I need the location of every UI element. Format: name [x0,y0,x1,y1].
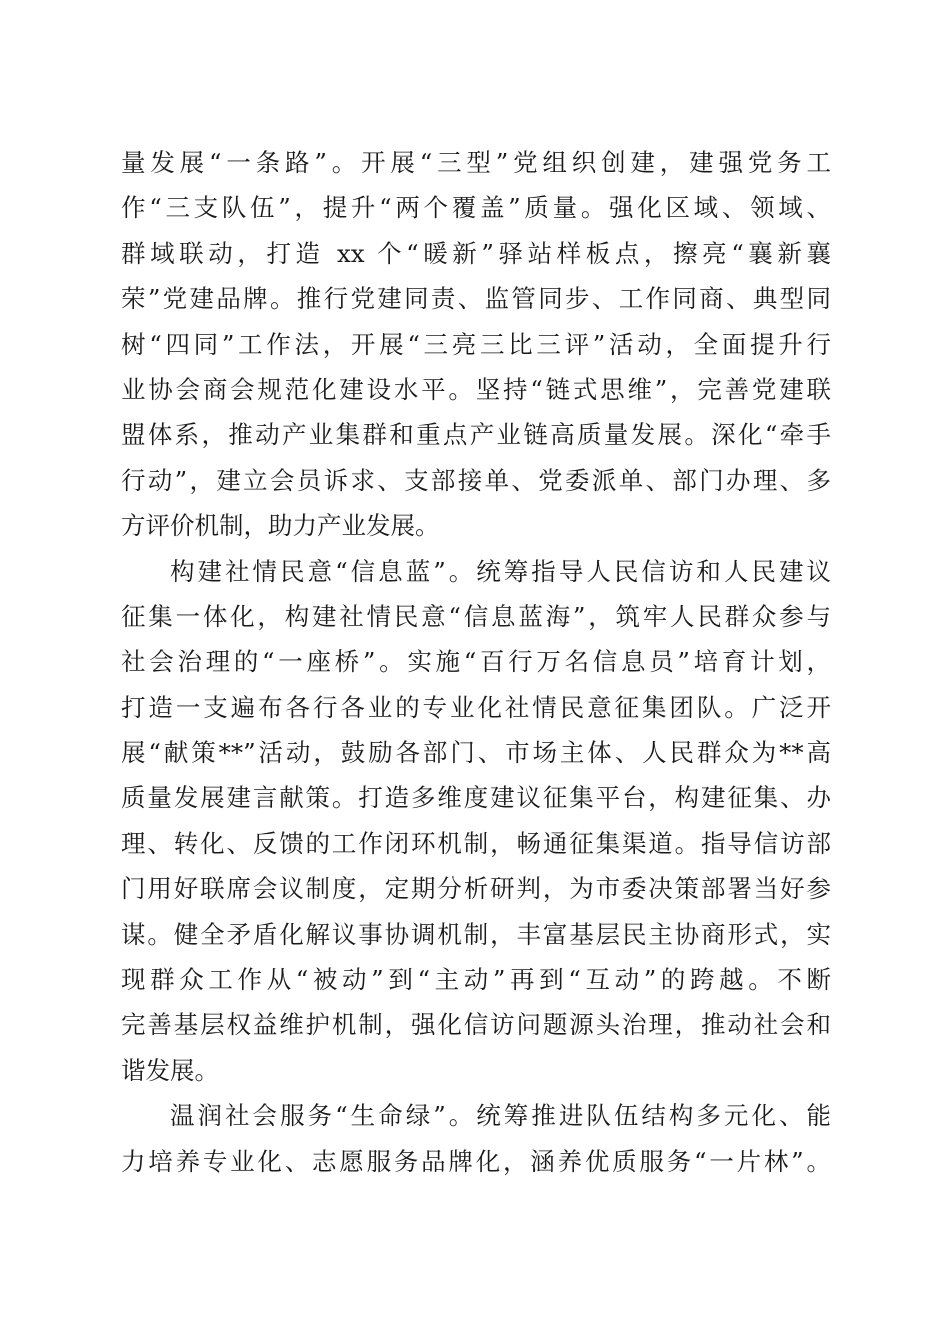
text-line: 群域联动，打造 xx 个“暖新”驿站样板点，擦亮“襄新襄 [121,238,831,268]
text-line: 荣”党建品牌。推行党建同责、监管同步、工作同商、典型同 [121,284,831,314]
paragraph-social-service [121,1093,831,1184]
paragraph-party-building [121,140,831,549]
paragraph-heading-line: 构建社情民意“信息蓝”。统筹指导人民信访和人民建议 [170,556,831,586]
text-line: 量发展“一条路”。开展“三型”党组织创建，建强党务工 [121,148,831,177]
text-line: 打造一支遍布各行各业的专业化社情民意征集团队。广泛开 [121,692,831,722]
text-line: 方评价机制，助力产业发展。 [121,511,440,541]
document-body [121,140,831,1184]
text-line: 现群众工作从“被动”到“主动”再到“互动”的跨越。不断 [121,965,831,995]
text-line: 盟体系，推动产业集群和重点产业链高质量发展。深化“牵手 [121,420,831,450]
paragraph-heading-line: 温润社会服务“生命绿”。统筹推进队伍结构多元化、能 [170,1101,831,1131]
text-line: 征集一体化，构建社情民意“信息蓝海”，筑牢人民群众参与 [121,601,831,631]
text-line: 社会治理的“一座桥”。实施“百行万名信息员”培育计划， [121,647,831,677]
text-line: 树“四同”工作法，开展“三亮三比三评”活动，全面提升行 [121,329,831,359]
text-line: 谐发展。 [121,1055,219,1085]
text-line: 完善基层权益维护机制，强化信访问题源头治理，推动社会和 [121,1010,831,1040]
text-line: 质量发展建言献策。打造多维度建议征集平台，构建征集、办 [121,783,831,813]
text-line: 谋。健全矛盾化解议事协调机制，丰富基层民主协商形式，实 [121,919,831,949]
text-line: 门用好联席会议制度，定期分析研判，为市委决策部署当好参 [121,874,831,904]
text-line: 业协会商会规范化建设水平。坚持“链式思维”，完善党建联 [121,374,831,404]
text-line: 展“献策**”活动，鼓励各部门、市场主体、人民群众为**高 [121,738,831,768]
text-line: 理、转化、反馈的工作闭环机制，畅通征集渠道。指导信访部 [121,828,831,858]
text-line: 作“三支队伍”，提升“两个覆盖”质量。强化区域、领域、 [121,193,831,223]
text-line: 行动”，建立会员诉求、支部接单、党委派单、部门办理、多 [121,465,831,495]
text-line: 力培养专业化、志愿服务品牌化，涵养优质服务“一片林”。 [121,1146,831,1176]
paragraph-public-opinion [121,549,831,1094]
